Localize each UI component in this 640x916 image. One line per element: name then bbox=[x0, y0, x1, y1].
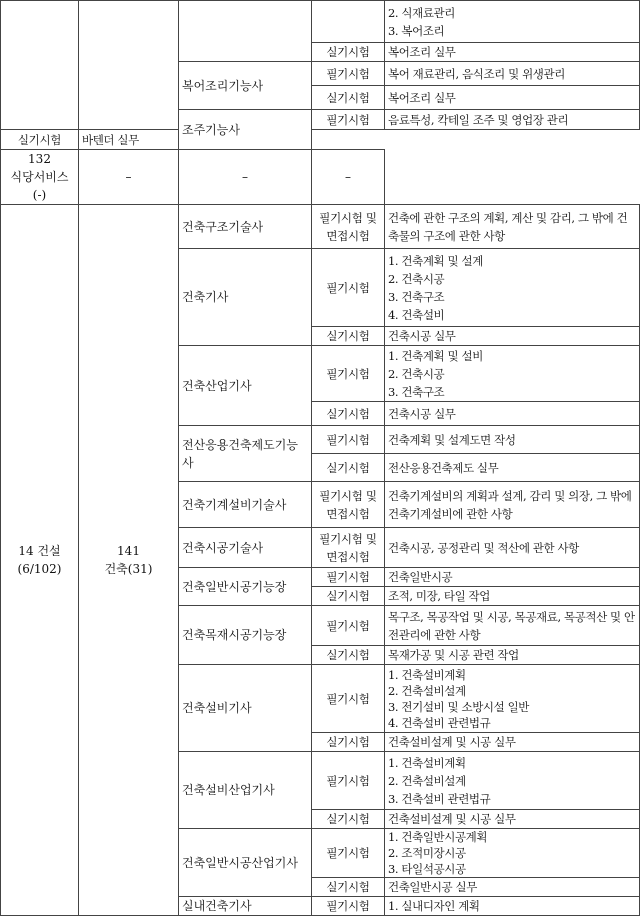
cert-name-cell: 실내건축기사 bbox=[179, 897, 312, 916]
subject-cell: 목재가공 및 시공 관련 작업 bbox=[385, 646, 640, 665]
exam-type-cell: 필기시험 bbox=[312, 752, 385, 810]
dash-cell: – bbox=[79, 150, 179, 205]
exam-type-cell: 필기시험 bbox=[312, 346, 385, 402]
exam-type-cell: 실기시험 bbox=[312, 402, 385, 426]
exam-type-cell: 필기시험 및 면접시험 bbox=[312, 482, 385, 528]
cert-name-cell: 건축설비산업기사 bbox=[179, 752, 312, 829]
exam-type-cell: 필기시험 bbox=[312, 62, 385, 86]
cert-name-cell: 복어조리기능사 bbox=[179, 62, 312, 110]
exam-type-cell: 실기시험 bbox=[312, 587, 385, 606]
subject-line: 2. 건축설비설계 bbox=[388, 683, 466, 698]
field-main-count: (6/102) bbox=[17, 562, 62, 576]
subject-line: 3. 건축구조 bbox=[388, 384, 445, 399]
subject-cell: 건축설비설계 및 시공 실무 bbox=[385, 733, 640, 752]
exam-type-cell: 실기시험 bbox=[312, 810, 385, 829]
exam-type-cell: 필기시험 bbox=[312, 897, 385, 916]
cert-name-cell: 조주기능사 bbox=[179, 110, 312, 150]
cert-name-cell: 건축기사 bbox=[179, 249, 312, 346]
subject-line: 2. 건축설비설계 bbox=[388, 773, 466, 788]
exam-type-cell: 실기시험 bbox=[312, 733, 385, 752]
subject-cell bbox=[385, 346, 640, 402]
exam-type-cell: 실기시험 bbox=[312, 454, 385, 482]
subject-cell: 건축시공 실무 bbox=[385, 402, 640, 426]
subject-line: 3. 복어조리 bbox=[388, 23, 445, 38]
subject-cell: 건축일반시공 bbox=[385, 568, 640, 587]
exam-type-cell: 필기시험 bbox=[312, 829, 385, 878]
subject-cell bbox=[385, 829, 640, 878]
subject-cell bbox=[385, 752, 640, 810]
subject-cell: 건축기계설비의 계획과 설계, 감리 및 의장, 그 밖에 건축기계설비에 관한 사항 bbox=[385, 482, 640, 528]
subject-line: 1. 건축설비계획 bbox=[388, 667, 466, 682]
subject-cell bbox=[385, 249, 640, 327]
subject-line: 3. 건축구조 bbox=[388, 289, 445, 304]
exam-type-cell: 실기시험 bbox=[1, 130, 79, 150]
subject-cell: 건축설비설계 및 시공 실무 bbox=[385, 810, 640, 829]
subject-line: 3. 전기설비 및 소방시설 일반 bbox=[388, 699, 529, 714]
field-mid-food-cell bbox=[1, 150, 79, 205]
subject-cell bbox=[385, 665, 640, 733]
subject-line: 2. 조적미장시공 bbox=[388, 846, 466, 860]
subject-cell: 건축시공, 공정관리 및 적산에 관한 사항 bbox=[385, 528, 640, 568]
subject-cell: 건축계획 및 설계도면 작성 bbox=[385, 426, 640, 454]
subject-cell: 목구조, 목공작업 및 시공, 목공재료, 목공적산 및 안전관리에 관한 사항 bbox=[385, 606, 640, 646]
subject-cell: 복어조리 실무 bbox=[385, 43, 640, 62]
exam-type-cell: 실기시험 bbox=[312, 327, 385, 346]
subject-cell: 복어 재료관리, 음식조리 및 위생관리 bbox=[385, 62, 640, 86]
field-mid-count: (-) bbox=[32, 188, 47, 202]
field-mid-arch-cell bbox=[79, 205, 179, 916]
dash-cell: – bbox=[312, 150, 385, 205]
exam-type-cell: 필기시험 및 면접시험 bbox=[312, 528, 385, 568]
exam-type-cell: 필기시험 bbox=[312, 426, 385, 454]
exam-type-cell: 필기시험 bbox=[312, 110, 385, 130]
cert-name-cell: 건축일반시공기능장 bbox=[179, 568, 312, 606]
subject-line: 4. 건축설비 관련법규 bbox=[388, 715, 491, 730]
subject-cell: 건축시공 실무 bbox=[385, 327, 640, 346]
subject-cell: 음료특성, 칵테일 조주 및 영업장 관리 bbox=[385, 110, 640, 130]
field-mid-code: 141 bbox=[117, 544, 140, 558]
field-main-cell-top bbox=[1, 1, 79, 130]
exam-type-cell: 실기시험 bbox=[312, 878, 385, 897]
field-main-cell bbox=[1, 205, 79, 916]
cert-name-cell: 건축시공기술사 bbox=[179, 528, 312, 568]
subject-line: 2. 건축시공 bbox=[388, 271, 445, 286]
subject-line: 1. 건축일반시공계획 bbox=[388, 830, 488, 844]
subject-line: 1. 건축설비계획 bbox=[388, 755, 466, 770]
subject-line: 2. 건축시공 bbox=[388, 366, 445, 381]
exam-type-cell: 실기시험 bbox=[312, 86, 385, 110]
exam-type-cell: 필기시험 bbox=[312, 568, 385, 587]
subject-cell: 건축에 관한 구조의 계획, 계산 및 감리, 그 밖에 건축물의 구조에 관한 사항 bbox=[385, 205, 640, 249]
exam-type-cell: 필기시험 bbox=[312, 606, 385, 646]
subject-cell: 건축일반시공 실무 bbox=[385, 878, 640, 897]
field-mid-name: 식당서비스 bbox=[10, 170, 69, 184]
exam-type-cell: 실기시험 bbox=[312, 43, 385, 62]
dash-cell: – bbox=[179, 150, 312, 205]
subject-cell: 1. 실내디자인 계획 bbox=[385, 897, 640, 916]
subject-cell bbox=[385, 1, 640, 43]
field-mid-cell-top bbox=[79, 1, 179, 130]
subject-line: 3. 건축설비 관련법규 bbox=[388, 791, 491, 806]
subject-line: 3. 타일석공시공 bbox=[388, 862, 466, 876]
exam-type-cell: 필기시험 bbox=[312, 665, 385, 733]
exam-type-cell: 필기시험 및 면접시험 bbox=[312, 205, 385, 249]
subject-line: 1. 건축계획 및 설비 bbox=[388, 348, 483, 363]
cert-name-cell: 건축기계설비기술사 bbox=[179, 482, 312, 528]
field-mid-name: 건축(31) bbox=[104, 562, 153, 576]
subject-cell: 바텐더 실무 bbox=[79, 130, 179, 150]
exam-type-cell: 필기시험 bbox=[312, 249, 385, 327]
field-main-code: 14 건설 bbox=[18, 544, 61, 558]
subject-line: 2. 식재료관리 bbox=[388, 5, 455, 20]
cert-name-cell: 전산응용건축제도기능사 bbox=[179, 426, 312, 482]
cert-name-cell-cont bbox=[179, 1, 312, 62]
cert-name-cell: 건축일반시공산업기사 bbox=[179, 829, 312, 897]
cert-name-cell: 건축목재시공기능장 bbox=[179, 606, 312, 665]
subject-cell: 복어조리 실무 bbox=[385, 86, 640, 110]
cert-name-cell: 건축구조기술사 bbox=[179, 205, 312, 249]
subject-cell: 조적, 미장, 타일 작업 bbox=[385, 587, 640, 606]
exam-type-cell: 실기시험 bbox=[312, 646, 385, 665]
subject-line: 4. 건축설비 bbox=[388, 307, 445, 322]
subject-line: 1. 건축계획 및 설계 bbox=[388, 253, 483, 268]
cert-name-cell: 건축설비기사 bbox=[179, 665, 312, 752]
cert-name-cell: 건축산업기사 bbox=[179, 346, 312, 426]
subject-cell: 전산응용건축제도 실무 bbox=[385, 454, 640, 482]
field-mid-code: 132 bbox=[28, 152, 51, 166]
exam-type-cell bbox=[312, 1, 385, 43]
